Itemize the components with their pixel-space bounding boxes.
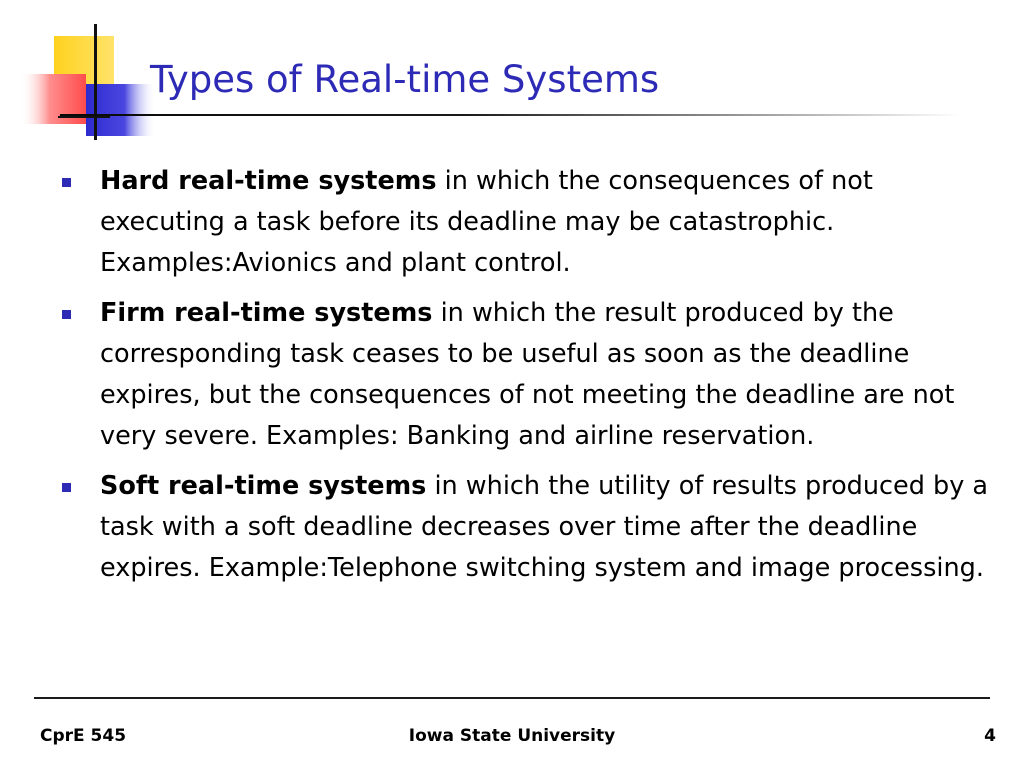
square-bullet-icon xyxy=(62,483,71,492)
bullet-description: in which the result produced by the corresponding task ceases to be useful as soon as the deadline expires, but the consequences of not meeting the deadline are not very severe. Examples: Banking and airline reservation. xyxy=(100,298,955,451)
title-area xyxy=(150,56,1010,104)
bullet-item-soft-real-time xyxy=(60,466,1000,589)
bullet-term: Hard real-time systems xyxy=(100,166,437,196)
bullet-description: in which the utility of results produced by a task with a soft deadline decreases over time after the deadline expires. Example:Telephone switching system and image processing. xyxy=(100,471,989,583)
footer-page-number: 4 xyxy=(984,726,996,746)
title-divider xyxy=(60,114,960,116)
footer-institution: Iowa State University xyxy=(408,726,616,746)
bullet-item-firm-real-time xyxy=(60,293,1000,457)
footer-course: CprE 545 xyxy=(40,726,127,746)
slide-logo-graphic xyxy=(0,0,160,150)
bullet-list xyxy=(60,161,1000,598)
bullet-term: Soft real-time systems xyxy=(100,471,427,501)
square-bullet-icon xyxy=(62,178,71,187)
bullet-description: in which the consequences of not executing a task before its deadline may be catastrophic. Examples:Avionics and plant control. xyxy=(100,166,873,278)
square-bullet-icon xyxy=(62,310,71,319)
bullet-term: Firm real-time systems xyxy=(100,298,433,328)
bullet-item-hard-real-time xyxy=(60,161,1000,284)
footer-divider xyxy=(34,697,990,699)
slide-title: Types of Real-time Systems xyxy=(150,58,660,101)
